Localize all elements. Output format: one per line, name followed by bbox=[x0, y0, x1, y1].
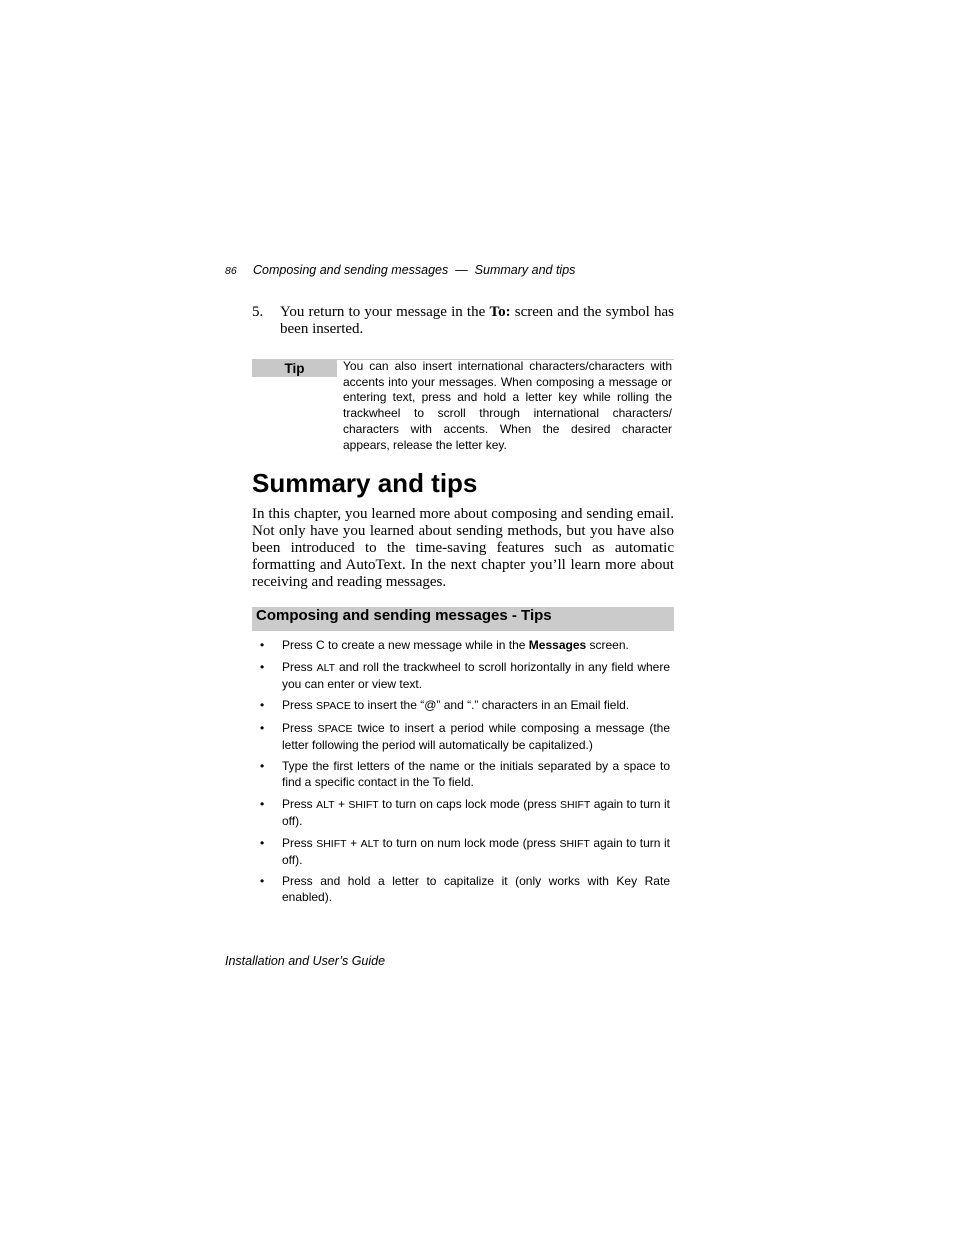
tip-item-text: to turn on caps lock mode (press bbox=[378, 796, 560, 811]
bullet: • bbox=[260, 720, 265, 735]
section-title: Summary and tips bbox=[252, 468, 478, 498]
tip-item-text: again to turn it off). bbox=[282, 796, 670, 828]
tip-item-text: Type the first letters of the name or the initials separated by a space to find a specific contact in the To field. bbox=[282, 759, 670, 790]
bullet: • bbox=[260, 835, 265, 850]
step-text bbox=[280, 304, 674, 338]
step-bold-word: To: bbox=[489, 304, 511, 320]
tip-item-text: Press bbox=[282, 720, 318, 735]
header-section: Summary and tips bbox=[474, 263, 576, 277]
tip-item-text: twice to insert a period while composing a message (the letter following the period will automatically be capitalized.) bbox=[282, 720, 671, 752]
tip-item-text: Press C to create a new message while in the bbox=[282, 638, 529, 652]
list-item bbox=[252, 637, 674, 653]
tip-text: You can also insert international characters/characters with accents into your messages. When composing a message or entering text, press and hold a letter key while rolling the trackwheel to scroll through international characters/ characters with accents. When the desired character appears, release the letter key. bbox=[343, 359, 672, 452]
tip-item-text: Press bbox=[282, 698, 317, 713]
key-name: SPACE bbox=[317, 722, 353, 735]
step-text-before: You return to your message in the bbox=[280, 304, 490, 320]
list-item bbox=[252, 697, 674, 714]
summary-paragraph: In this chapter, you learned more about composing and sending email. Not only have you learned about sending methods, but you have also been introduced to the time-saving features such as automatic formatting and AutoText. In the next chapter you’ll learn more about receiving and reading messages. bbox=[252, 506, 674, 590]
tip-item-text: Press bbox=[282, 659, 317, 674]
key-name: ALT bbox=[316, 661, 336, 674]
bullet: • bbox=[260, 659, 265, 674]
plus-sign: + bbox=[334, 796, 349, 811]
footer: Installation and User’s Guide bbox=[225, 954, 386, 968]
tip-item-text: screen. bbox=[586, 638, 629, 652]
tip-item-text: again to turn it off). bbox=[282, 835, 670, 867]
tips-heading: Composing and sending messages - Tips bbox=[252, 607, 674, 631]
list-item bbox=[252, 796, 674, 829]
tip-label: Tip bbox=[252, 360, 337, 377]
bullet: • bbox=[260, 874, 265, 889]
key-name: SHIFT bbox=[348, 798, 379, 811]
bullet: • bbox=[260, 638, 265, 652]
tip-item-text: Press bbox=[282, 796, 317, 811]
key-name: ALT bbox=[360, 837, 380, 850]
step-text-after: screen and the symbol has been inserted. bbox=[280, 304, 674, 337]
bullet: • bbox=[260, 796, 265, 811]
tip-item-text: and roll the trackwheel to scroll horizontally in any field where you can enter or view text. bbox=[282, 659, 671, 691]
header-separator: — bbox=[455, 263, 468, 277]
key-name: SHIFT bbox=[316, 837, 347, 850]
list-item bbox=[252, 659, 674, 692]
bullet: • bbox=[260, 759, 265, 774]
list-item bbox=[252, 873, 674, 905]
key-name: SHIFT bbox=[559, 837, 590, 850]
step-number: 5. bbox=[252, 304, 264, 320]
tips-list bbox=[252, 637, 674, 911]
running-header bbox=[225, 263, 675, 277]
tip-item-bold: Messages bbox=[528, 638, 587, 652]
tip-item-text: Press and hold a letter to capitalize it (only works with Key Rate enabled). bbox=[282, 874, 670, 905]
bullet: • bbox=[260, 698, 265, 713]
key-name: SHIFT bbox=[560, 798, 591, 811]
tip-item-text: to turn on num lock mode (press bbox=[379, 835, 560, 850]
key-name: ALT bbox=[316, 798, 335, 811]
list-item bbox=[252, 758, 674, 790]
step-5 bbox=[252, 304, 674, 338]
list-item bbox=[252, 835, 674, 868]
key-name: SPACE bbox=[316, 700, 351, 713]
header-chapter: Composing and sending messages bbox=[253, 263, 449, 277]
page-number: 86 bbox=[225, 265, 237, 277]
list-item bbox=[252, 720, 674, 753]
tip-item-text: to insert the “@” and “.” characters in an Email field. bbox=[350, 698, 630, 713]
tip-item-text: Press bbox=[282, 835, 317, 850]
plus-sign: + bbox=[346, 835, 361, 850]
